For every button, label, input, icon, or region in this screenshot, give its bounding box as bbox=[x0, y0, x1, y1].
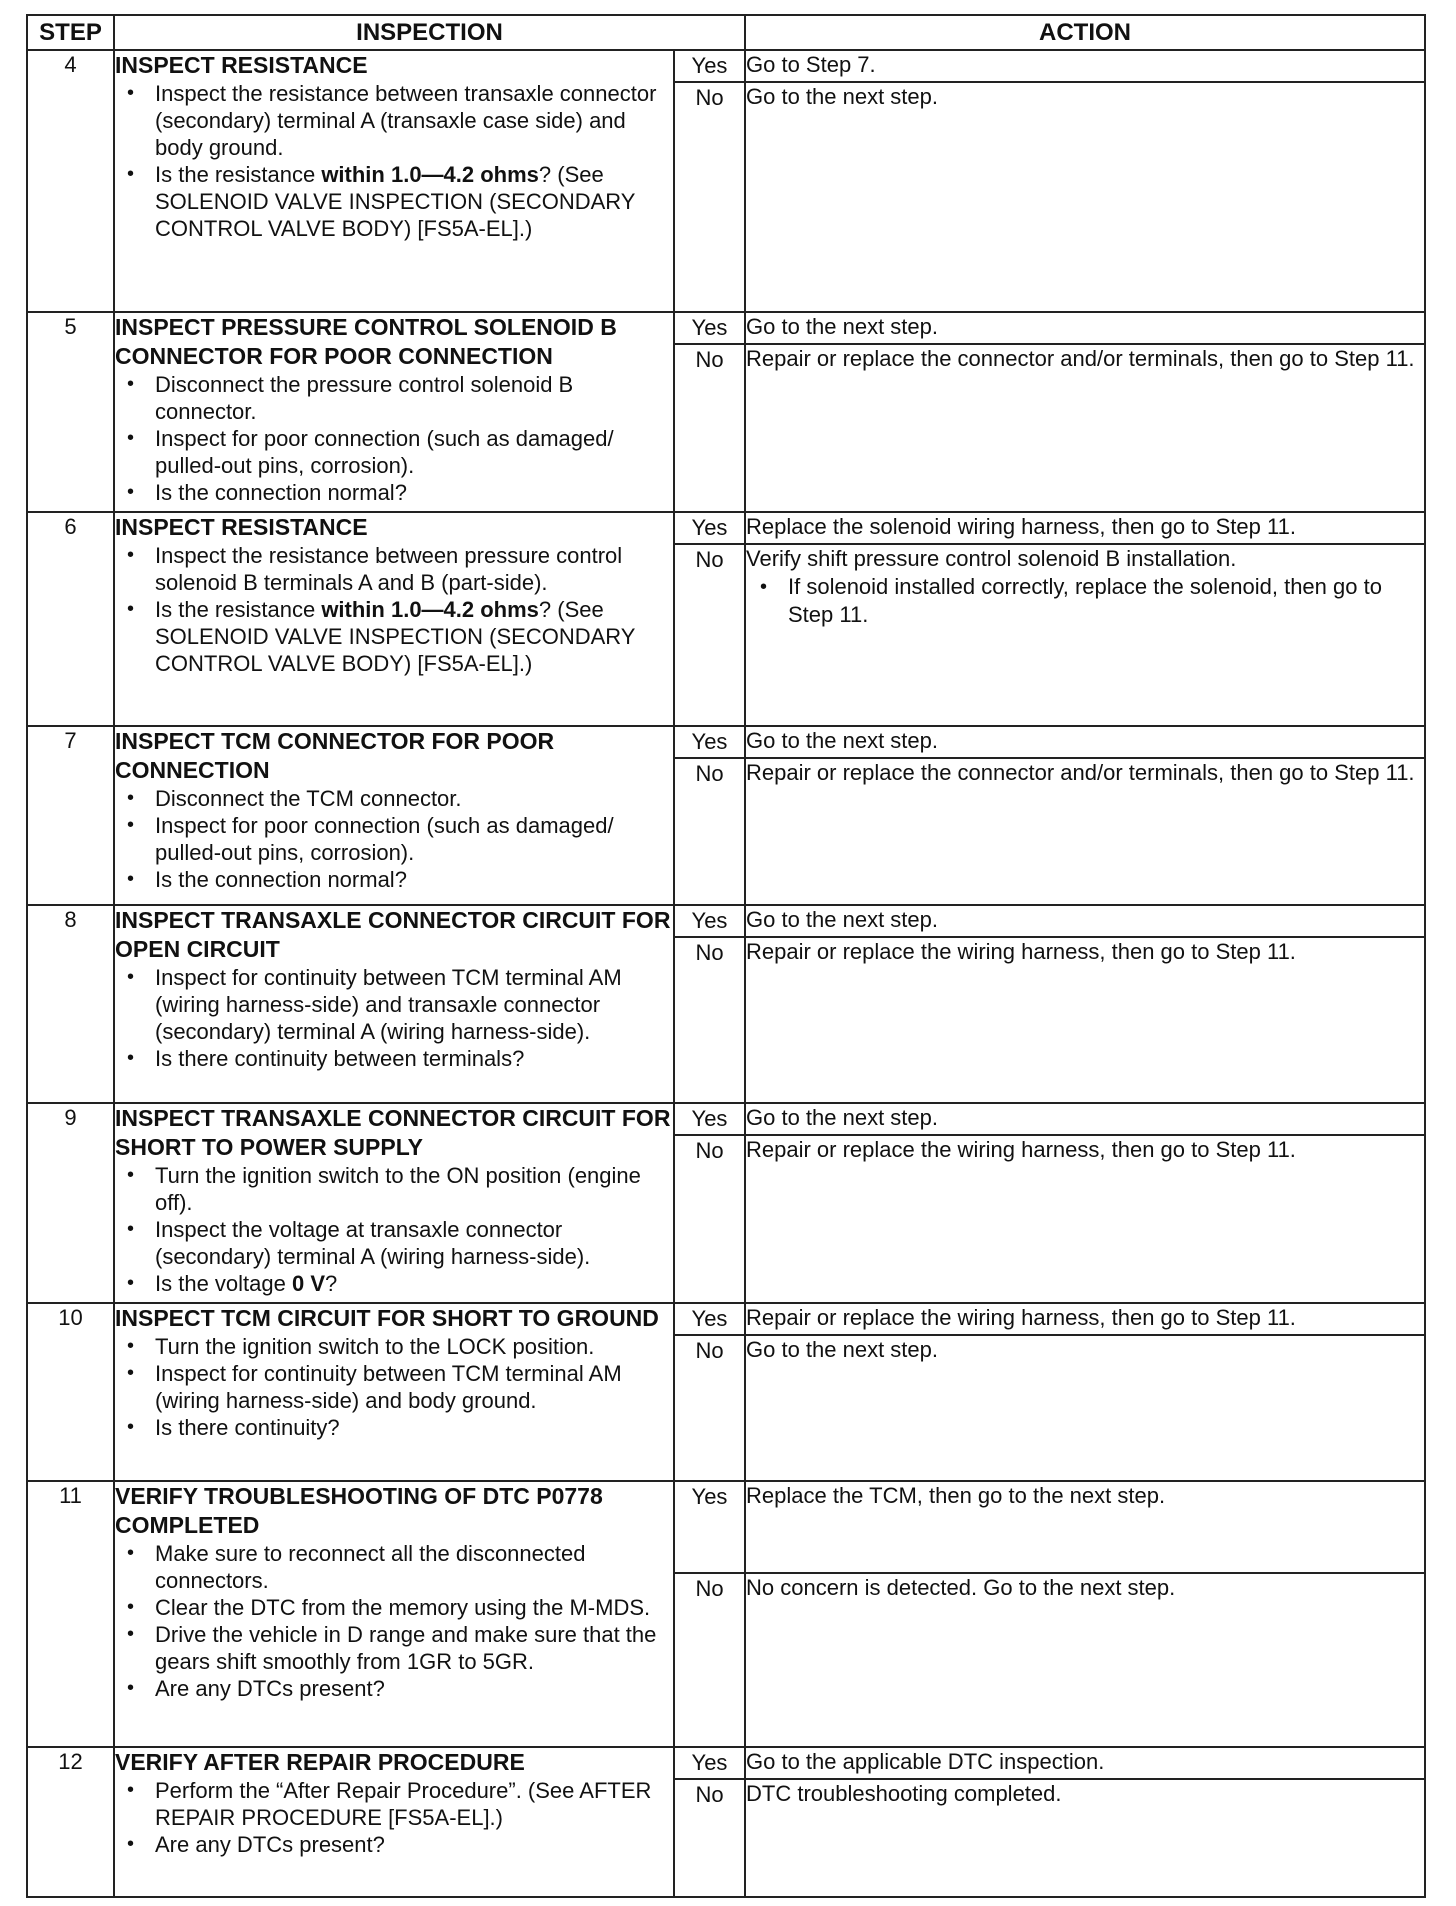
no-action-text: DTC troubleshooting completed. bbox=[746, 1781, 1062, 1806]
inspection-item: • Inspect for poor connection (such as damaged/ pulled-out pins, corrosion). bbox=[155, 812, 673, 866]
yes-label: Yes bbox=[674, 1481, 745, 1573]
troubleshooting-table bbox=[26, 14, 1426, 1898]
step-row bbox=[27, 50, 1425, 82]
no-action bbox=[745, 1779, 1425, 1897]
inspection-item: • Perform the “After Repair Procedure”. (See AFTER REPAIR PROCEDURE [FS5A-EL].) bbox=[155, 1777, 673, 1831]
inspection-title: VERIFY TROUBLESHOOTING OF DTC P0778 COMPLETED bbox=[115, 1483, 603, 1538]
inspection-item: • Is the connection normal? bbox=[155, 866, 673, 893]
yes-action: Replace the TCM, then go to the next step. bbox=[745, 1481, 1425, 1573]
yes-label: Yes bbox=[674, 1303, 745, 1335]
inspection-item: • Inspect for continuity between TCM terminal AM (wiring harness-side) and body ground. bbox=[155, 1360, 673, 1414]
yes-label: Yes bbox=[674, 726, 745, 758]
inspection-item: • Is the voltage 0 V? bbox=[155, 1270, 673, 1297]
table-body bbox=[27, 50, 1425, 1897]
inspection-item: • Make sure to reconnect all the disconnected connectors. bbox=[155, 1540, 673, 1594]
inspection-item: • Is the resistance within 1.0—4.2 ohms? (See SOLENOID VALVE INSPECTION (SECONDARY CONTROL VALVE BODY) [FS5A-EL].) bbox=[155, 161, 673, 242]
step-row bbox=[27, 1747, 1425, 1779]
inspection-cell bbox=[114, 512, 674, 726]
inspection-cell bbox=[114, 1747, 674, 1897]
no-action bbox=[745, 544, 1425, 726]
yes-label: Yes bbox=[674, 312, 745, 344]
emphasis-value: within 1.0—4.2 ohms bbox=[321, 162, 539, 187]
no-action bbox=[745, 344, 1425, 512]
step-number: 11 bbox=[27, 1481, 114, 1747]
inspection-cell bbox=[114, 50, 674, 312]
step-number: 5 bbox=[27, 312, 114, 512]
inspection-title: INSPECT PRESSURE CONTROL SOLENOID B CONNECTOR FOR POOR CONNECTION bbox=[115, 314, 617, 369]
inspection-list bbox=[115, 1777, 673, 1858]
no-action-text: Repair or replace the connector and/or terminals, then go to Step 11. bbox=[746, 760, 1415, 785]
step-number: 4 bbox=[27, 50, 114, 312]
step-number: 10 bbox=[27, 1303, 114, 1481]
inspection-cell bbox=[114, 1481, 674, 1747]
header-inspection: INSPECTION bbox=[114, 15, 745, 50]
inspection-item: • Is there continuity between terminals? bbox=[155, 1045, 673, 1072]
inspection-title: INSPECT TCM CIRCUIT FOR SHORT TO GROUND bbox=[115, 1305, 659, 1331]
inspection-cell bbox=[114, 726, 674, 905]
no-action-text: Repair or replace the wiring harness, then go to Step 11. bbox=[746, 939, 1296, 964]
no-action bbox=[745, 1573, 1425, 1747]
inspection-list bbox=[115, 1162, 673, 1297]
step-number: 6 bbox=[27, 512, 114, 726]
no-label: No bbox=[674, 344, 745, 512]
no-label: No bbox=[674, 82, 745, 312]
header-action: ACTION bbox=[745, 15, 1425, 50]
inspection-title: INSPECT TCM CONNECTOR FOR POOR CONNECTION bbox=[115, 728, 555, 783]
step-row bbox=[27, 1481, 1425, 1573]
inspection-cell bbox=[114, 1103, 674, 1303]
inspection-item: • Inspect for continuity between TCM terminal AM (wiring harness-side) and transaxle connector (secondary) terminal A (wiring harness-side). bbox=[155, 964, 673, 1045]
step-number: 7 bbox=[27, 726, 114, 905]
no-action bbox=[745, 1335, 1425, 1481]
header-row bbox=[27, 15, 1425, 50]
inspection-list bbox=[115, 371, 673, 506]
step-row bbox=[27, 1303, 1425, 1335]
no-label: No bbox=[674, 758, 745, 905]
no-label: No bbox=[674, 1779, 745, 1897]
inspection-item: • Disconnect the pressure control solenoid B connector. bbox=[155, 371, 673, 425]
action-item: • If solenoid installed correctly, replace the solenoid, then go to Step 11. bbox=[788, 573, 1424, 629]
yes-label: Yes bbox=[674, 1103, 745, 1135]
yes-action: Go to the next step. bbox=[745, 905, 1425, 937]
no-label: No bbox=[674, 1573, 745, 1747]
step-row bbox=[27, 726, 1425, 758]
yes-label: Yes bbox=[674, 1747, 745, 1779]
inspection-list bbox=[115, 964, 673, 1072]
action-list bbox=[746, 573, 1424, 629]
no-label: No bbox=[674, 1135, 745, 1303]
no-label: No bbox=[674, 937, 745, 1103]
no-action bbox=[745, 1135, 1425, 1303]
inspection-item: • Is the resistance within 1.0—4.2 ohms? (See SOLENOID VALVE INSPECTION (SECONDARY CONTROL VALVE BODY) [FS5A-EL].) bbox=[155, 596, 673, 677]
inspection-item: • Are any DTCs present? bbox=[155, 1675, 673, 1702]
inspection-title: VERIFY AFTER REPAIR PROCEDURE bbox=[115, 1749, 525, 1775]
inspection-item: • Inspect for poor connection (such as damaged/ pulled-out pins, corrosion). bbox=[155, 425, 673, 479]
emphasis-value: 0 V bbox=[291, 1271, 326, 1296]
inspection-item: • Is the connection normal? bbox=[155, 479, 673, 506]
emphasis-value: within 1.0—4.2 ohms bbox=[321, 597, 539, 622]
no-action-text: Go to the next step. bbox=[746, 1337, 939, 1362]
inspection-item: • Inspect the voltage at transaxle connector (secondary) terminal A (wiring harness-side). bbox=[155, 1216, 673, 1270]
inspection-item: • Turn the ignition switch to the ON position (engine off). bbox=[155, 1162, 673, 1216]
inspection-list bbox=[115, 1540, 673, 1702]
inspection-item: • Is there continuity? bbox=[155, 1414, 673, 1441]
inspection-item: • Inspect the resistance between pressure control solenoid B terminals A and B (part-side). bbox=[155, 542, 673, 596]
yes-action: Replace the solenoid wiring harness, then go to Step 11. bbox=[745, 512, 1425, 544]
inspection-title: INSPECT RESISTANCE bbox=[115, 514, 368, 540]
no-action bbox=[745, 937, 1425, 1103]
inspection-cell bbox=[114, 905, 674, 1103]
yes-action: Go to the next step. bbox=[745, 312, 1425, 344]
header-step: STEP bbox=[27, 15, 114, 50]
yes-action: Repair or replace the wiring harness, then go to Step 11. bbox=[745, 1303, 1425, 1335]
no-action bbox=[745, 82, 1425, 312]
step-row bbox=[27, 512, 1425, 544]
inspection-list bbox=[115, 80, 673, 242]
no-action bbox=[745, 758, 1425, 905]
yes-label: Yes bbox=[674, 50, 745, 82]
yes-action: Go to the applicable DTC inspection. bbox=[745, 1747, 1425, 1779]
step-row bbox=[27, 312, 1425, 344]
inspection-item: • Disconnect the TCM connector. bbox=[155, 785, 673, 812]
step-number: 9 bbox=[27, 1103, 114, 1303]
yes-action: Go to Step 7. bbox=[745, 50, 1425, 82]
inspection-cell bbox=[114, 312, 674, 512]
no-action-text: Verify shift pressure control solenoid B installation. bbox=[746, 546, 1237, 571]
yes-action: Go to the next step. bbox=[745, 1103, 1425, 1135]
inspection-title: INSPECT RESISTANCE bbox=[115, 52, 368, 78]
inspection-list bbox=[115, 1333, 673, 1441]
no-action-text: Go to the next step. bbox=[746, 84, 939, 109]
step-number: 12 bbox=[27, 1747, 114, 1897]
yes-action: Go to the next step. bbox=[745, 726, 1425, 758]
inspection-title: INSPECT TRANSAXLE CONNECTOR CIRCUIT FOR SHORT TO POWER SUPPLY bbox=[115, 1105, 671, 1160]
inspection-item: • Are any DTCs present? bbox=[155, 1831, 673, 1858]
inspection-item: • Turn the ignition switch to the LOCK position. bbox=[155, 1333, 673, 1360]
no-action-text: No concern is detected. Go to the next step. bbox=[746, 1575, 1176, 1600]
inspection-list bbox=[115, 785, 673, 893]
yes-label: Yes bbox=[674, 512, 745, 544]
no-action-text: Repair or replace the connector and/or terminals, then go to Step 11. bbox=[746, 346, 1415, 371]
no-label: No bbox=[674, 544, 745, 726]
step-row bbox=[27, 1103, 1425, 1135]
step-number: 8 bbox=[27, 905, 114, 1103]
inspection-item: • Inspect the resistance between transaxle connector (secondary) terminal A (transaxle case side) and body ground. bbox=[155, 80, 673, 161]
inspection-list bbox=[115, 542, 673, 677]
inspection-item: • Clear the DTC from the memory using the M-MDS. bbox=[155, 1594, 673, 1621]
inspection-cell bbox=[114, 1303, 674, 1481]
no-action-text: Repair or replace the wiring harness, then go to Step 11. bbox=[746, 1137, 1296, 1162]
no-label: No bbox=[674, 1335, 745, 1481]
inspection-title: INSPECT TRANSAXLE CONNECTOR CIRCUIT FOR OPEN CIRCUIT bbox=[115, 907, 671, 962]
inspection-item: • Drive the vehicle in D range and make sure that the gears shift smoothly from 1GR to 5GR. bbox=[155, 1621, 673, 1675]
step-row bbox=[27, 905, 1425, 937]
yes-label: Yes bbox=[674, 905, 745, 937]
